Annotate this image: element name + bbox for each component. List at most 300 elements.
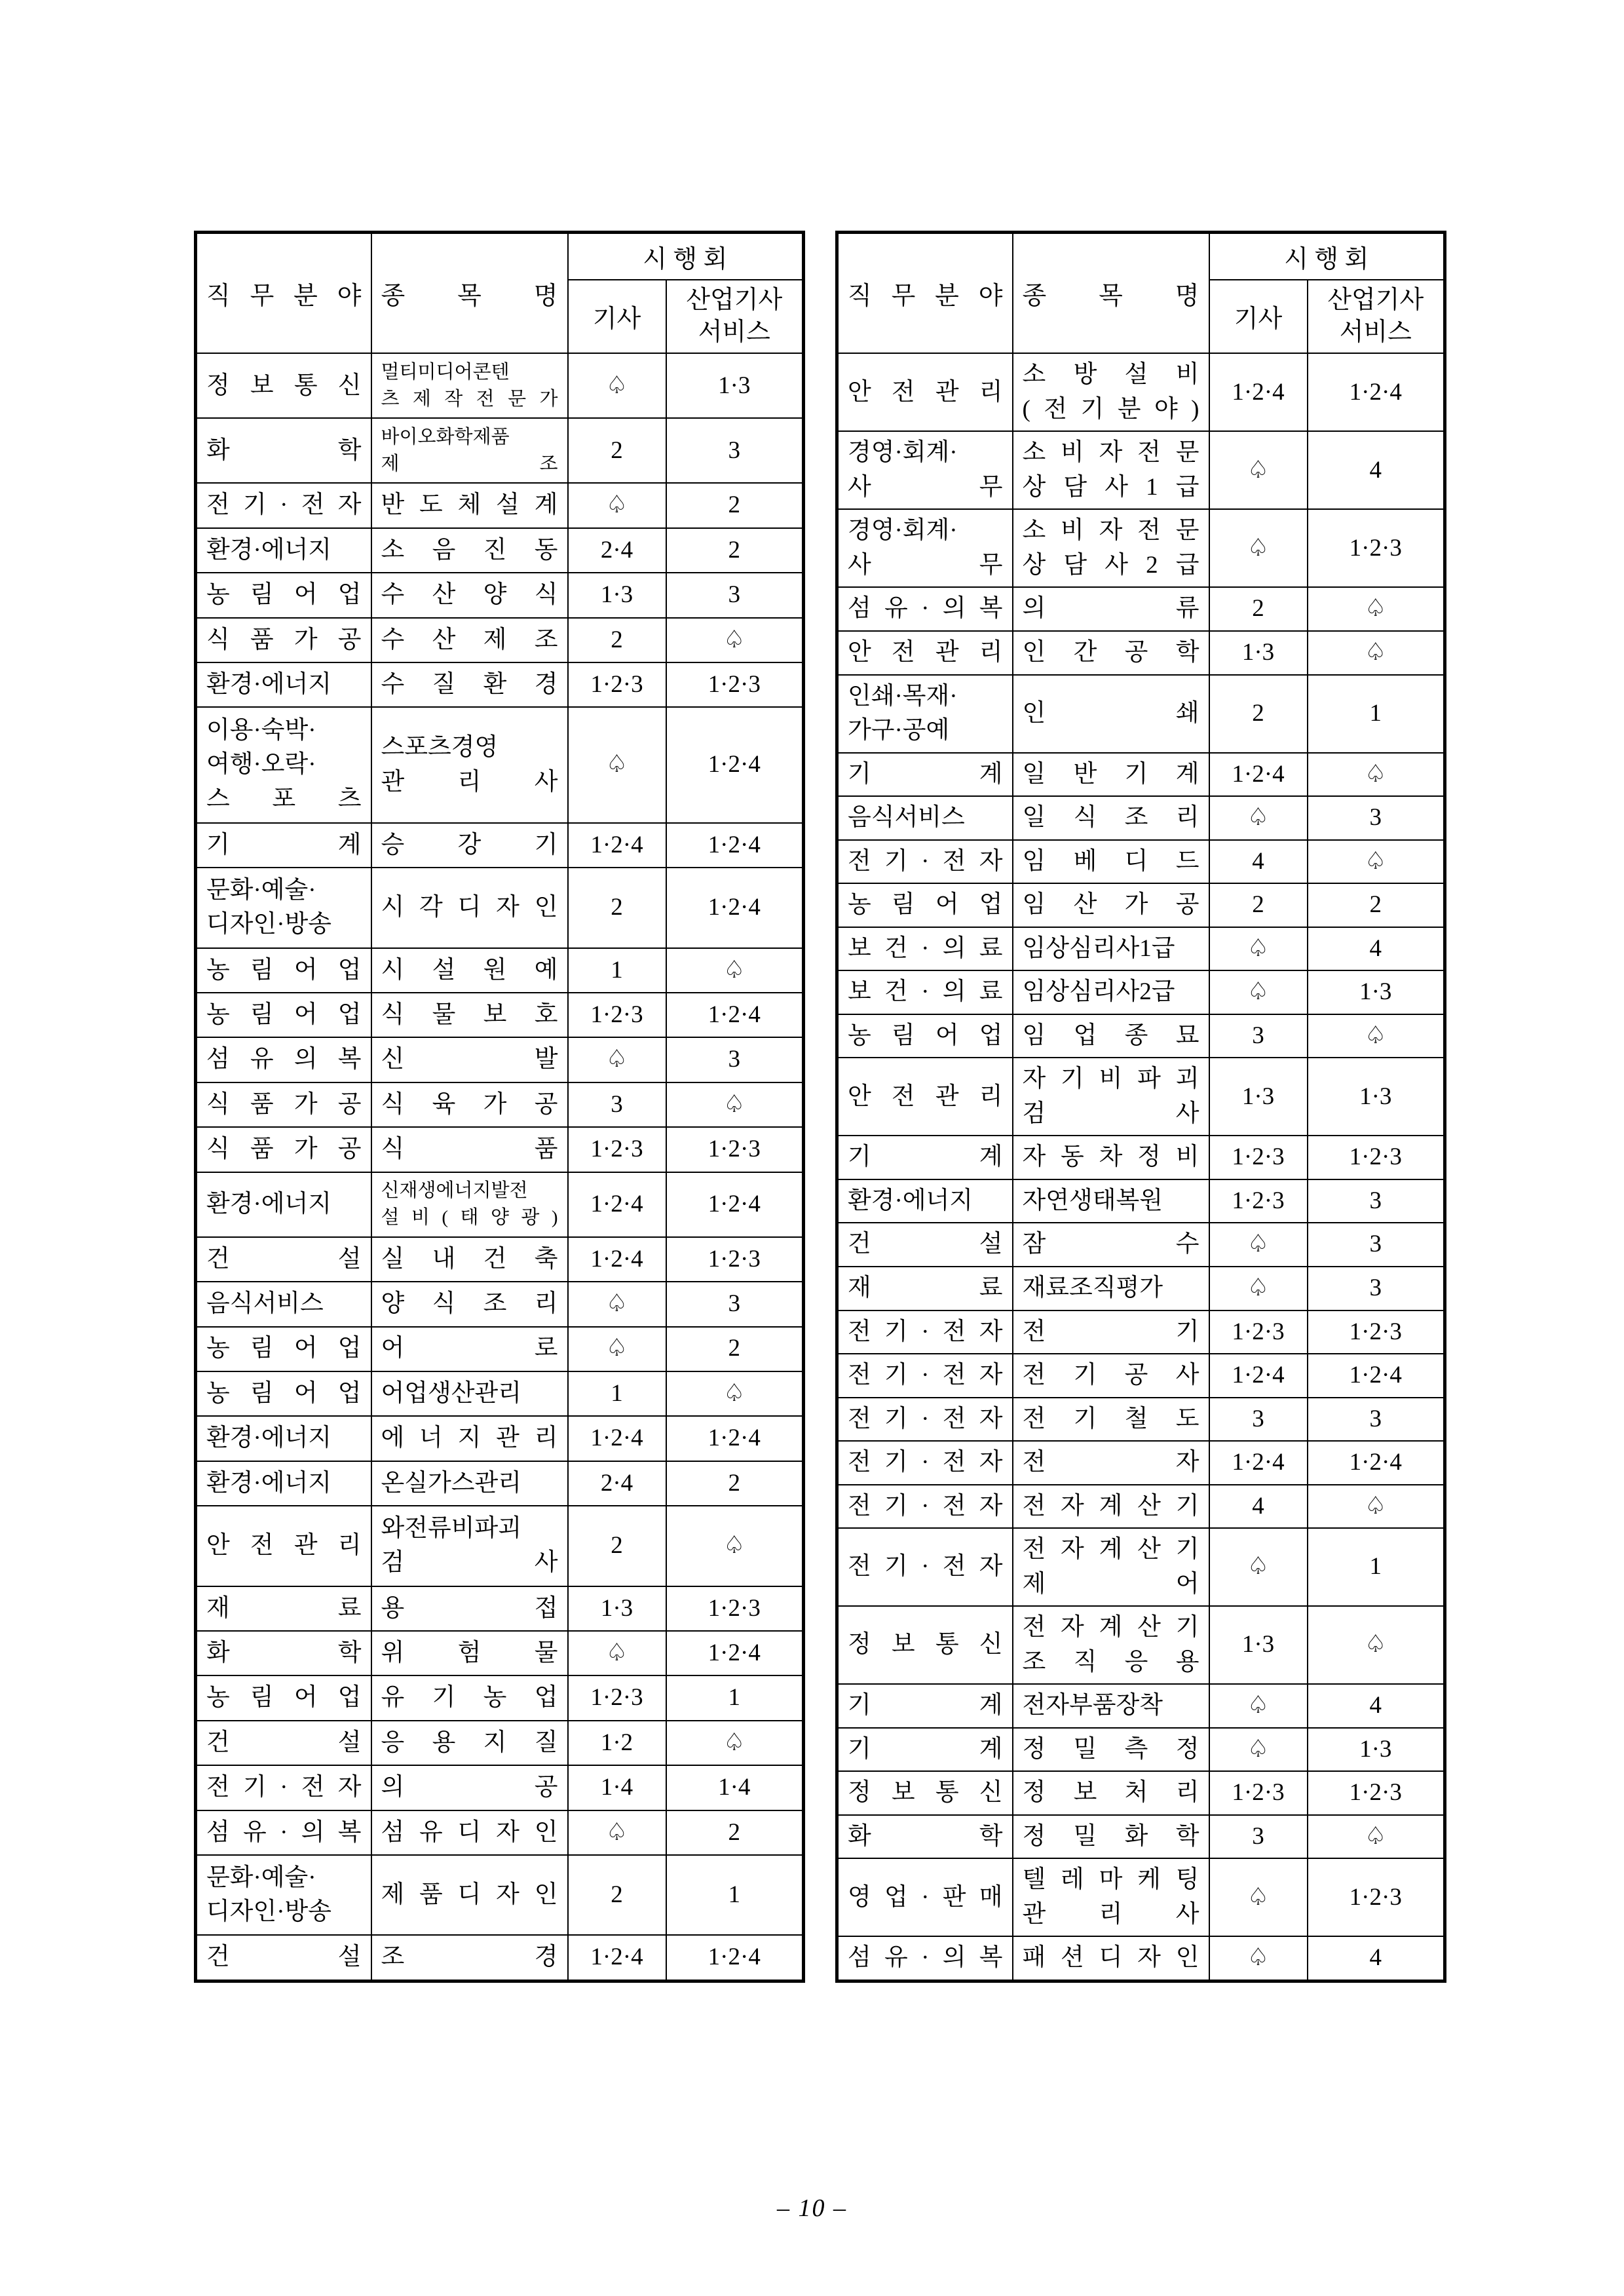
industrial-round-cell: 4 (1308, 1684, 1445, 1728)
industrial-round-cell: ♤ (666, 1371, 804, 1416)
table-row (837, 1058, 1445, 1136)
qualification-table-left (194, 231, 805, 1983)
item-name-cell: 전 자 (1013, 1441, 1209, 1485)
industrial-round-cell: 2 (666, 1810, 804, 1855)
table-row (196, 1675, 804, 1720)
industrial-round-cell: 3 (666, 418, 804, 483)
job-field-cell: 화 학 (196, 1631, 371, 1675)
engineer-round-cell: 1·3 (1209, 1058, 1308, 1136)
item-name-cell: 소 방 설 비 ( 전 기 분 야 ) (1013, 353, 1209, 431)
job-field-cell: 정 보 통 신 (196, 353, 371, 418)
qualification-table-right (835, 231, 1446, 1983)
item-name-cell: 신 발 (371, 1037, 568, 1082)
industrial-round-cell: 1·3 (1308, 970, 1445, 1014)
header-engineer: 기사 (1209, 280, 1308, 354)
table-row (837, 587, 1445, 631)
engineer-round-cell: 2·4 (568, 528, 666, 573)
job-field-cell: 재 료 (196, 1586, 371, 1631)
engineer-round-cell: 1·2·4 (1209, 1441, 1308, 1485)
table-body-left (196, 353, 804, 1981)
item-name-cell: 온실가스관리 (371, 1461, 568, 1506)
industrial-round-cell: 3 (1308, 1398, 1445, 1442)
industrial-round-cell: ♤ (666, 618, 804, 662)
item-name-cell: 정 밀 측 정 (1013, 1728, 1209, 1772)
header-engineer: 기사 (568, 280, 666, 354)
job-field-cell: 농 림 어 업 (196, 1371, 371, 1416)
item-name-cell: 반 도 체 설 계 (371, 483, 568, 527)
table-row (837, 883, 1445, 927)
item-name-cell: 인 간 공 학 (1013, 631, 1209, 675)
job-field-cell: 농 림 어 업 (196, 993, 371, 1037)
header-item-name: 종 목 명 (1013, 233, 1209, 354)
item-name-cell: 유 기 농 업 (371, 1675, 568, 1720)
table-body-right (837, 353, 1445, 1981)
header-exam-round: 시 행 회 (568, 233, 804, 280)
header-row-1 (837, 233, 1445, 280)
table-row (196, 1935, 804, 1981)
table-row (196, 1506, 804, 1586)
job-field-cell: 안 전 관 리 (837, 1058, 1013, 1136)
engineer-round-cell: 1·2·4 (568, 1172, 666, 1237)
table-row (196, 1855, 804, 1935)
engineer-round-cell: 1·3 (568, 573, 666, 617)
industrial-round-cell: ♤ (1308, 1606, 1445, 1684)
industrial-round-cell: 1·2·4 (666, 823, 804, 868)
industrial-round-cell: 2 (666, 1327, 804, 1371)
job-field-cell: 환경·에너지 (196, 1172, 371, 1237)
job-field-cell: 안 전 관 리 (196, 1506, 371, 1586)
item-name-cell: 섬 유 디 자 인 (371, 1810, 568, 1855)
item-name-cell: 정 밀 화 학 (1013, 1815, 1209, 1859)
engineer-round-cell: 3 (568, 1082, 666, 1127)
industrial-round-cell: 1 (1308, 1528, 1445, 1606)
header-row-1 (196, 233, 804, 280)
engineer-round-cell: ♤ (568, 483, 666, 527)
table-row (196, 1371, 804, 1416)
engineer-round-cell: 1·2·3 (568, 1127, 666, 1172)
item-name-cell: 임 업 종 묘 (1013, 1014, 1209, 1058)
job-field-cell: 전 기 · 전 자 (196, 1765, 371, 1810)
table-row (837, 1179, 1445, 1223)
table-row (837, 1014, 1445, 1058)
item-name-cell: 승 강 기 (371, 823, 568, 868)
table-row (196, 418, 804, 483)
industrial-round-cell: 2 (666, 1461, 804, 1506)
item-name-cell: 전자부품장착 (1013, 1684, 1209, 1728)
industrial-round-cell: 1 (1308, 675, 1445, 753)
table-row (196, 483, 804, 527)
job-field-cell: 보 건 · 의 료 (837, 970, 1013, 1014)
header-industrial-line2: 서비스 (1339, 318, 1412, 346)
item-name-cell: 전 자 계 산 기 조 직 응 용 (1013, 1606, 1209, 1684)
industrial-round-cell: 2 (666, 528, 804, 573)
job-field-cell: 영 업 · 판 매 (837, 1858, 1013, 1936)
table-row (196, 1282, 804, 1326)
job-field-cell: 기 계 (837, 1728, 1013, 1772)
table-row (837, 1136, 1445, 1179)
table-row (196, 1721, 804, 1765)
industrial-round-cell: 3 (1308, 1223, 1445, 1267)
item-name-cell: 바이오화학제품 제 조 (371, 418, 568, 483)
job-field-cell: 섬 유 · 의 복 (196, 1810, 371, 1855)
industrial-round-cell: ♤ (666, 1506, 804, 1586)
job-field-cell: 환경·에너지 (196, 528, 371, 573)
engineer-round-cell: 1·2·4 (568, 1935, 666, 1981)
engineer-round-cell: 2·4 (568, 1461, 666, 1506)
table-row (196, 1327, 804, 1371)
job-field-cell: 건 설 (196, 1721, 371, 1765)
table-row (196, 1631, 804, 1675)
job-field-cell: 음식서비스 (196, 1282, 371, 1326)
table-row (837, 753, 1445, 797)
industrial-round-cell: 1·2·3 (1308, 1311, 1445, 1354)
industrial-round-cell: 3 (666, 573, 804, 617)
industrial-round-cell: 1·3 (666, 353, 804, 418)
industrial-round-cell: 1 (666, 1675, 804, 1720)
industrial-round-cell: ♤ (1308, 753, 1445, 797)
table-row (196, 707, 804, 822)
job-field-cell: 정 보 통 신 (837, 1606, 1013, 1684)
item-name-cell: 전 기 (1013, 1311, 1209, 1354)
table-row (196, 868, 804, 947)
industrial-round-cell: ♤ (1308, 1014, 1445, 1058)
item-name-cell: 임 산 가 공 (1013, 883, 1209, 927)
engineer-round-cell: 1·2·3 (1209, 1179, 1308, 1223)
page-number: – 10 – (777, 2194, 847, 2222)
table-row (196, 1237, 804, 1282)
industrial-round-cell: 1·2·4 (666, 707, 804, 822)
industrial-round-cell: 3 (1308, 1179, 1445, 1223)
table-row (837, 1485, 1445, 1529)
table-row (196, 573, 804, 617)
item-name-cell: 용 접 (371, 1586, 568, 1631)
item-name-cell: 식 육 가 공 (371, 1082, 568, 1127)
item-name-cell: 시 각 디 자 인 (371, 868, 568, 947)
engineer-round-cell: 3 (1209, 1398, 1308, 1442)
industrial-round-cell: ♤ (666, 948, 804, 993)
item-name-cell: 전 자 계 산 기 (1013, 1485, 1209, 1529)
engineer-round-cell: 1·2·3 (1209, 1771, 1308, 1815)
engineer-round-cell: 2 (568, 1506, 666, 1586)
item-name-cell: 제 품 디 자 인 (371, 1855, 568, 1935)
job-field-cell: 섬 유 · 의 복 (837, 587, 1013, 631)
item-name-cell: 응 용 지 질 (371, 1721, 568, 1765)
table-row (837, 1311, 1445, 1354)
table-row (196, 1765, 804, 1810)
engineer-round-cell: 1·2·4 (568, 1416, 666, 1461)
industrial-round-cell: ♤ (1308, 1485, 1445, 1529)
job-field-cell: 전 기 · 전 자 (837, 1528, 1013, 1606)
engineer-round-cell: 2 (568, 868, 666, 947)
item-name-cell: 수 산 양 식 (371, 573, 568, 617)
item-name-cell: 소 비 자 전 문 상 담 사 2 급 (1013, 509, 1209, 587)
engineer-round-cell: 1·2·3 (568, 1675, 666, 1720)
job-field-cell: 음식서비스 (837, 796, 1013, 840)
engineer-round-cell: ♤ (568, 1037, 666, 1082)
engineer-round-cell: 2 (568, 618, 666, 662)
industrial-round-cell: 1·2·3 (1308, 509, 1445, 587)
table-row (837, 1528, 1445, 1606)
engineer-round-cell: 2 (1209, 587, 1308, 631)
table-row (196, 1127, 804, 1172)
table-row (837, 1267, 1445, 1311)
engineer-round-cell: 1·2·3 (568, 662, 666, 707)
job-field-cell: 화 학 (196, 418, 371, 483)
table-row (196, 993, 804, 1037)
industrial-round-cell: 1·2·3 (666, 1237, 804, 1282)
industrial-round-cell: 1·2·3 (666, 1127, 804, 1172)
job-field-cell: 농 림 어 업 (196, 573, 371, 617)
engineer-round-cell: 2 (1209, 883, 1308, 927)
engineer-round-cell: ♤ (1209, 796, 1308, 840)
job-field-cell: 전 기 · 전 자 (196, 483, 371, 527)
engineer-round-cell: ♤ (568, 707, 666, 822)
job-field-cell: 정 보 통 신 (837, 1771, 1013, 1815)
table-row (837, 1441, 1445, 1485)
engineer-round-cell: 1·2·4 (568, 823, 666, 868)
header-industrial-engineer (1308, 280, 1445, 354)
engineer-round-cell: ♤ (1209, 1267, 1308, 1311)
job-field-cell: 환경·에너지 (837, 1179, 1013, 1223)
table-row (196, 353, 804, 418)
job-field-cell: 식 품 가 공 (196, 1082, 371, 1127)
engineer-round-cell: ♤ (568, 353, 666, 418)
table-row (837, 927, 1445, 971)
item-name-cell: 임상심리사1급 (1013, 927, 1209, 971)
table-row (837, 796, 1445, 840)
table-row (196, 528, 804, 573)
engineer-round-cell: ♤ (1209, 927, 1308, 971)
job-field-cell: 식 품 가 공 (196, 618, 371, 662)
engineer-round-cell: ♤ (568, 1631, 666, 1675)
item-name-cell: 조 경 (371, 1935, 568, 1981)
item-name-cell: 자 동 차 정 비 (1013, 1136, 1209, 1179)
job-field-cell: 전 기 · 전 자 (837, 840, 1013, 884)
item-name-cell: 식 물 보 호 (371, 993, 568, 1037)
item-name-cell: 재료조직평가 (1013, 1267, 1209, 1311)
item-name-cell: 멀티미디어콘텐 츠 제 작 전 문 가 (371, 353, 568, 418)
job-field-cell: 환경·에너지 (196, 1416, 371, 1461)
table-row (196, 1416, 804, 1461)
industrial-round-cell: 1·2·4 (1308, 1354, 1445, 1398)
engineer-round-cell: 2 (568, 418, 666, 483)
job-field-cell: 기 계 (837, 753, 1013, 797)
table-row (837, 1354, 1445, 1398)
table-row (196, 823, 804, 868)
industrial-round-cell: 1·2·4 (1308, 353, 1445, 431)
engineer-round-cell: 2 (568, 1855, 666, 1935)
engineer-round-cell: 1 (568, 1371, 666, 1416)
item-name-cell: 와전류비파괴 검 사 (371, 1506, 568, 1586)
job-field-cell: 인쇄·목재· 가구·공예 (837, 675, 1013, 753)
engineer-round-cell: 1·2·4 (568, 1237, 666, 1282)
item-name-cell: 일 식 조 리 (1013, 796, 1209, 840)
engineer-round-cell: 1·2·3 (568, 993, 666, 1037)
item-name-cell: 의 공 (371, 1765, 568, 1810)
engineer-round-cell: 1·3 (1209, 1606, 1308, 1684)
engineer-round-cell: 3 (1209, 1815, 1308, 1859)
engineer-round-cell: ♤ (1209, 509, 1308, 587)
header-industrial-line1: 산업기사 (1327, 286, 1424, 314)
industrial-round-cell: 1·2·3 (666, 1586, 804, 1631)
engineer-round-cell: ♤ (1209, 431, 1308, 509)
industrial-round-cell: 1·2·4 (666, 868, 804, 947)
job-field-cell: 농 림 어 업 (837, 883, 1013, 927)
job-field-cell: 환경·에너지 (196, 662, 371, 707)
job-field-cell: 전 기 · 전 자 (837, 1485, 1013, 1529)
industrial-round-cell: 1·3 (1308, 1058, 1445, 1136)
table-row (837, 1858, 1445, 1936)
job-field-cell: 농 림 어 업 (196, 1327, 371, 1371)
table-row (196, 1586, 804, 1631)
table-header-right (837, 233, 1445, 354)
job-field-cell: 식 품 가 공 (196, 1127, 371, 1172)
job-field-cell: 환경·에너지 (196, 1461, 371, 1506)
header-industrial-line2: 서비스 (698, 318, 770, 346)
item-name-cell: 텔 레 마 케 팅 관 리 사 (1013, 1858, 1209, 1936)
engineer-round-cell: ♤ (1209, 1684, 1308, 1728)
item-name-cell: 에 너 지 관 리 (371, 1416, 568, 1461)
job-field-cell: 경영·회계· 사 무 (837, 509, 1013, 587)
industrial-round-cell: 1·2·4 (666, 1935, 804, 1981)
industrial-round-cell: 1·3 (1308, 1728, 1445, 1772)
engineer-round-cell: ♤ (568, 1810, 666, 1855)
industrial-round-cell: 1·2·4 (1308, 1441, 1445, 1485)
item-name-cell: 신재생에너지발전 설 비 ( 태 양 광 ) (371, 1172, 568, 1237)
job-field-cell: 문화·예술· 디자인·방송 (196, 868, 371, 947)
job-field-cell: 안 전 관 리 (837, 631, 1013, 675)
item-name-cell: 수 산 제 조 (371, 618, 568, 662)
industrial-round-cell: 3 (666, 1282, 804, 1326)
industrial-round-cell: 4 (1308, 431, 1445, 509)
table-row (837, 1936, 1445, 1981)
job-field-cell: 전 기 · 전 자 (837, 1398, 1013, 1442)
table-row (837, 1684, 1445, 1728)
table-row (837, 509, 1445, 587)
item-name-cell: 소 비 자 전 문 상 담 사 1 급 (1013, 431, 1209, 509)
header-exam-round: 시 행 회 (1209, 233, 1445, 280)
engineer-round-cell: ♤ (1209, 970, 1308, 1014)
engineer-round-cell: ♤ (1209, 1528, 1308, 1606)
industrial-round-cell: 4 (1308, 927, 1445, 971)
table-row (837, 1606, 1445, 1684)
engineer-round-cell: 3 (1209, 1014, 1308, 1058)
industrial-round-cell: ♤ (666, 1082, 804, 1127)
job-field-cell: 경영·회계· 사 무 (837, 431, 1013, 509)
item-name-cell: 전 자 계 산 기 제 어 (1013, 1528, 1209, 1606)
industrial-round-cell: 1·2·3 (1308, 1136, 1445, 1179)
table-row (837, 1815, 1445, 1859)
industrial-round-cell: 3 (666, 1037, 804, 1082)
engineer-round-cell: 1·4 (568, 1765, 666, 1810)
industrial-round-cell: 4 (1308, 1936, 1445, 1981)
job-field-cell: 기 계 (837, 1684, 1013, 1728)
industrial-round-cell: 1·2·3 (1308, 1858, 1445, 1936)
job-field-cell: 농 림 어 업 (196, 1675, 371, 1720)
engineer-round-cell: 2 (1209, 675, 1308, 753)
job-field-cell: 기 계 (196, 823, 371, 868)
engineer-round-cell: 1·2·4 (1209, 353, 1308, 431)
industrial-round-cell: 2 (666, 483, 804, 527)
engineer-round-cell: 1 (568, 948, 666, 993)
engineer-round-cell: 1·2·4 (1209, 753, 1308, 797)
industrial-round-cell: 1·2·4 (666, 1172, 804, 1237)
item-name-cell: 실 내 건 축 (371, 1237, 568, 1282)
item-name-cell: 정 보 처 리 (1013, 1771, 1209, 1815)
table-row (837, 431, 1445, 509)
table-header-left (196, 233, 804, 354)
engineer-round-cell: 4 (1209, 840, 1308, 884)
industrial-round-cell: 1 (666, 1855, 804, 1935)
header-job-field: 직 무 분 야 (196, 233, 371, 354)
industrial-round-cell: 1·2·4 (666, 993, 804, 1037)
industrial-round-cell: 1·2·3 (666, 662, 804, 707)
engineer-round-cell: ♤ (568, 1327, 666, 1371)
item-name-cell: 전 기 공 사 (1013, 1354, 1209, 1398)
job-field-cell: 문화·예술· 디자인·방송 (196, 1855, 371, 1935)
item-name-cell: 일 반 기 계 (1013, 753, 1209, 797)
job-field-cell: 섬 유 · 의 복 (837, 1936, 1013, 1981)
table-row (196, 948, 804, 993)
job-field-cell: 건 설 (837, 1223, 1013, 1267)
industrial-round-cell: 3 (1308, 1267, 1445, 1311)
engineer-round-cell: ♤ (1209, 1936, 1308, 1981)
table-row (837, 1728, 1445, 1772)
table-row (196, 1082, 804, 1127)
engineer-round-cell: 1·2·3 (1209, 1311, 1308, 1354)
industrial-round-cell: ♤ (666, 1721, 804, 1765)
table-row (837, 970, 1445, 1014)
item-name-cell: 의 류 (1013, 587, 1209, 631)
job-field-cell: 농 림 어 업 (837, 1014, 1013, 1058)
job-field-cell: 농 림 어 업 (196, 948, 371, 993)
item-name-cell: 패 션 디 자 인 (1013, 1936, 1209, 1981)
job-field-cell: 화 학 (837, 1815, 1013, 1859)
item-name-cell: 소 음 진 동 (371, 528, 568, 573)
industrial-round-cell: ♤ (1308, 587, 1445, 631)
table-row (837, 1223, 1445, 1267)
job-field-cell: 재 료 (837, 1267, 1013, 1311)
header-industrial-line1: 산업기사 (686, 286, 783, 314)
table-row (837, 840, 1445, 884)
engineer-round-cell: ♤ (1209, 1858, 1308, 1936)
item-name-cell: 자연생태복원 (1013, 1179, 1209, 1223)
table-row (837, 631, 1445, 675)
industrial-round-cell: ♤ (1308, 840, 1445, 884)
industrial-round-cell: 3 (1308, 796, 1445, 840)
item-name-cell: 전 기 철 도 (1013, 1398, 1209, 1442)
header-item-name: 종 목 명 (371, 233, 568, 354)
table-row (837, 1398, 1445, 1442)
industrial-round-cell: ♤ (1308, 631, 1445, 675)
item-name-cell: 위 험 물 (371, 1631, 568, 1675)
table-row (837, 353, 1445, 431)
item-name-cell: 임 베 디 드 (1013, 840, 1209, 884)
table-row (837, 1771, 1445, 1815)
item-name-cell: 자 기 비 파 괴 검 사 (1013, 1058, 1209, 1136)
table-row (837, 675, 1445, 753)
item-name-cell: 임상심리사2급 (1013, 970, 1209, 1014)
job-field-cell: 기 계 (837, 1136, 1013, 1179)
table-row (196, 1172, 804, 1237)
engineer-round-cell: 4 (1209, 1485, 1308, 1529)
job-field-cell: 건 설 (196, 1237, 371, 1282)
engineer-round-cell: 1·3 (1209, 631, 1308, 675)
industrial-round-cell: 1·2·4 (666, 1416, 804, 1461)
item-name-cell: 어업생산관리 (371, 1371, 568, 1416)
header-industrial-engineer (666, 280, 804, 354)
job-field-cell: 이용·숙박· 여행·오락· 스 포 츠 (196, 707, 371, 822)
